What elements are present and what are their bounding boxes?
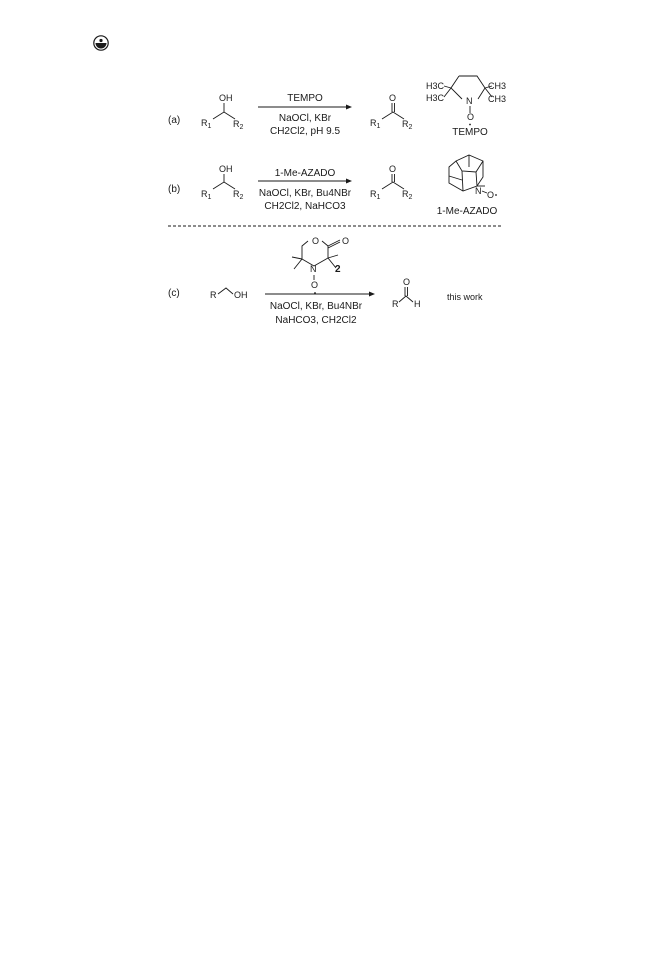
- reaction-arrow: [258, 105, 352, 110]
- tempo-structure: [426, 76, 506, 138]
- reaction-row-b: [168, 155, 498, 217]
- condition-line: CH2Cl2, NaHCO3: [264, 201, 346, 212]
- oxygen-label: O: [311, 280, 319, 290]
- hydrogen-label: H: [414, 299, 421, 309]
- r1-label: $R_1$: [201, 118, 212, 130]
- product-ketone: [370, 164, 413, 201]
- catalyst-name: TEMPO: [452, 127, 488, 138]
- r-label: R: [210, 290, 217, 300]
- hydroxyl-label: OH: [234, 290, 248, 300]
- condition-line: NaOCl, KBr, Bu4NBr: [269, 301, 363, 312]
- carbonyl-oxygen-label: O: [342, 236, 350, 246]
- product-aldehyde: [392, 277, 421, 309]
- reactant-primary-alcohol: [210, 288, 248, 300]
- r2-label: $R_2$: [233, 119, 244, 131]
- reaction-arrow: [258, 179, 352, 184]
- oxygen-label: O: [467, 112, 475, 122]
- oxygen-label: O: [487, 190, 495, 200]
- reaction-row-a: [168, 76, 506, 138]
- hydroxyl-label: OH: [219, 164, 233, 174]
- reactant-secondary-alcohol: [201, 93, 244, 131]
- carbonyl-oxygen-label: O: [403, 277, 411, 287]
- publisher-logo-icon: [94, 36, 108, 50]
- arrow-reagent: TEMPO: [287, 93, 323, 104]
- r2-label: $R_2$: [233, 189, 244, 201]
- methyl-label: CH3: [488, 81, 507, 91]
- methyl-label: H3C: [426, 81, 445, 91]
- row-label: (a): [168, 115, 181, 126]
- r1-label: $R_1$: [370, 189, 381, 201]
- catalyst-2-structure: [292, 236, 349, 294]
- r1-label: $R_1$: [201, 189, 212, 201]
- row-label: (c): [168, 288, 180, 299]
- nitrogen-label: N: [466, 96, 473, 106]
- methyl-label: H3C: [426, 93, 445, 103]
- reaction-row-c: [168, 236, 483, 326]
- compound-number: 2: [335, 264, 341, 275]
- r1-label: $R_1$: [370, 118, 381, 130]
- condition-line: NaOCl, KBr, Bu4NBr: [258, 188, 352, 199]
- hydroxyl-label: OH: [219, 93, 233, 103]
- r-label: R: [392, 299, 399, 309]
- methyl-label: CH3: [488, 94, 507, 104]
- arrow-reagent: 1-Me-AZADO: [274, 168, 336, 179]
- carbonyl-oxygen-label: O: [389, 164, 397, 174]
- nitrogen-label: N: [475, 186, 482, 196]
- condition-line: CH2Cl2, pH 9.5: [269, 126, 341, 137]
- reactant-secondary-alcohol: [201, 164, 244, 201]
- catalyst-name: 1-Me-AZADO: [436, 206, 498, 217]
- nitrogen-label: N: [310, 264, 317, 274]
- azado-structure: [437, 155, 498, 217]
- ring-oxygen-label: O: [312, 236, 320, 246]
- carbonyl-oxygen-label: O: [389, 93, 397, 103]
- r2-label: $R_2$: [402, 189, 413, 201]
- this-work-note: this work: [447, 292, 483, 302]
- condition-line: NaOCl, KBr: [278, 113, 332, 124]
- r2-label: $R_2$: [402, 119, 413, 131]
- product-ketone: [370, 93, 413, 131]
- row-label: (b): [168, 184, 181, 195]
- condition-line: NaHCO3, CH2Cl2: [275, 315, 357, 326]
- reaction-arrow: [265, 292, 375, 297]
